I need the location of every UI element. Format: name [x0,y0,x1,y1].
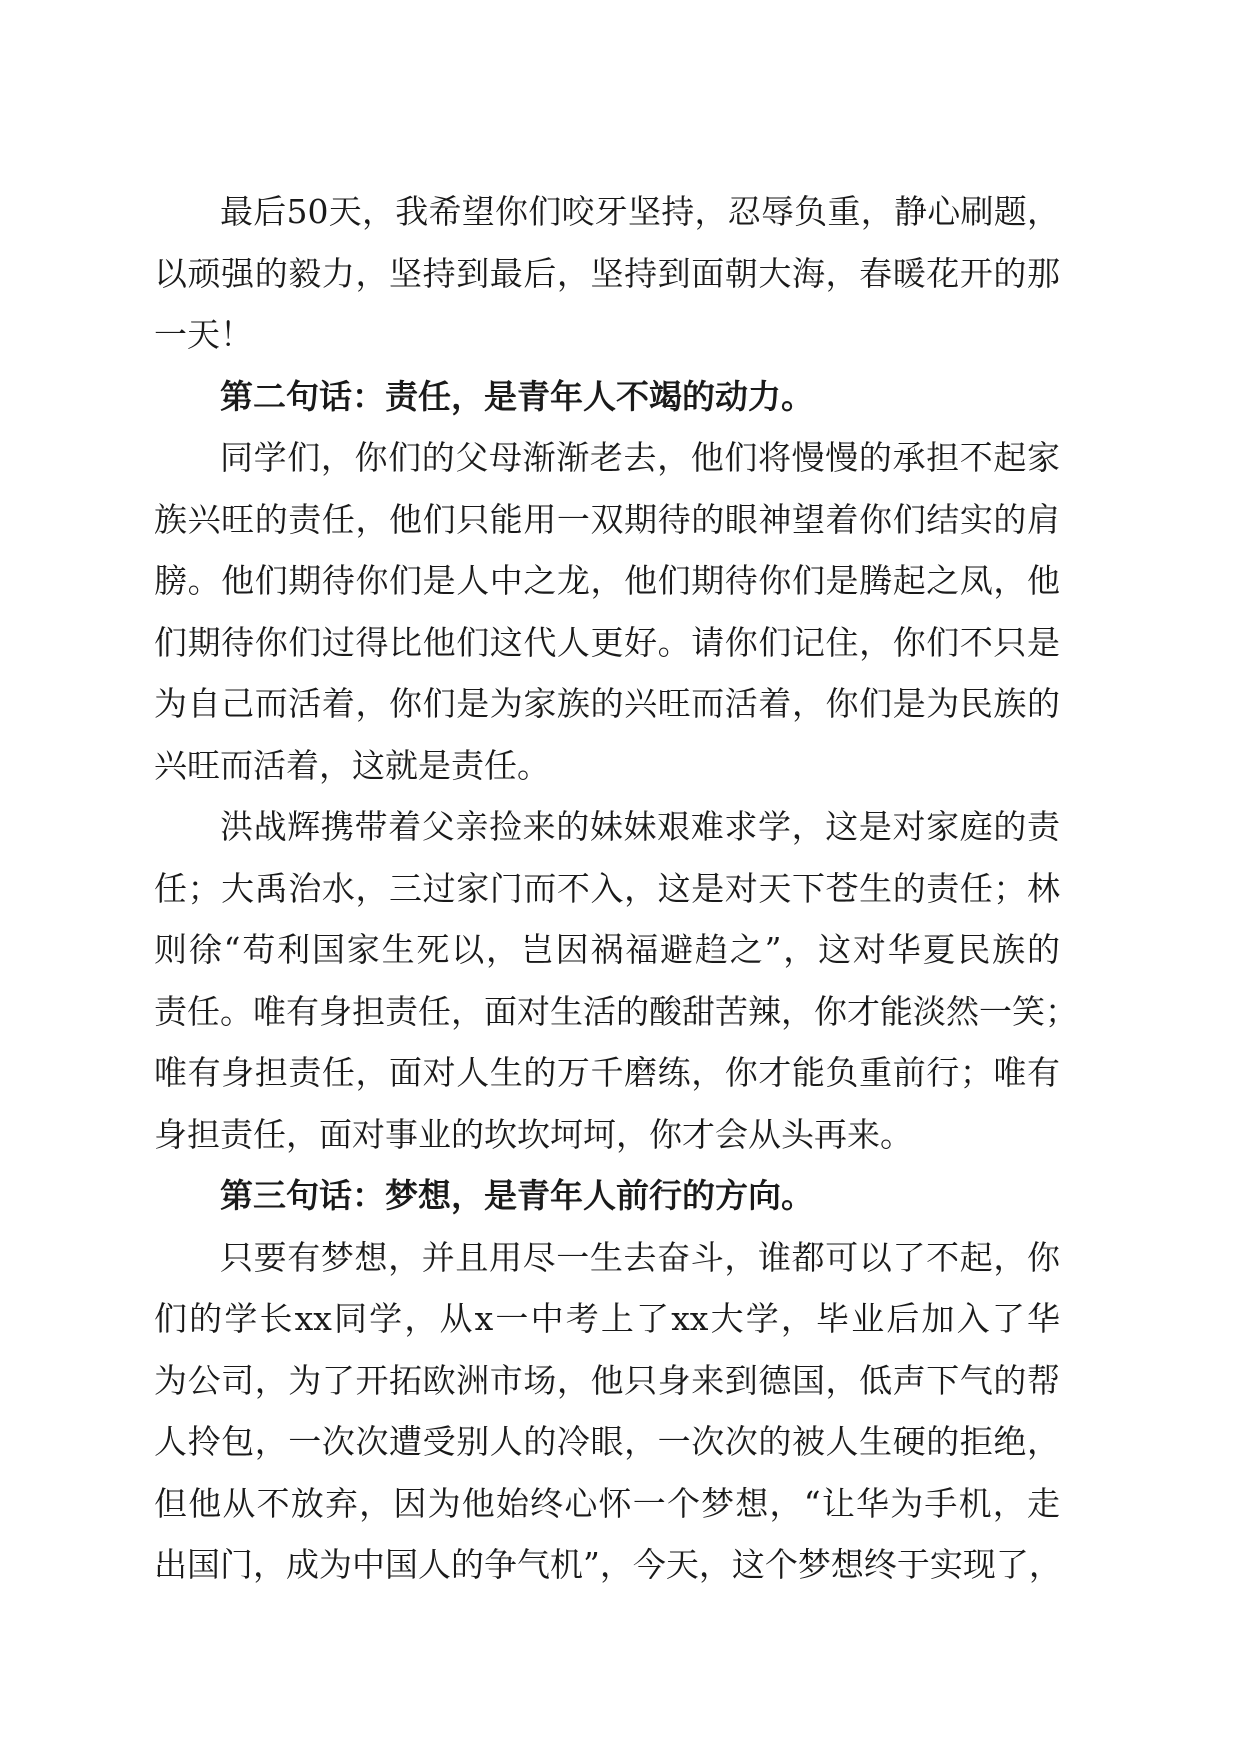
text-line: 为自己而活着，你们是为家族的兴旺而活着，你们是为民族的 [154,684,1060,723]
text-line: 则徐“苟利国家生死以，岂因祸福避趋之”，这对华夏民族的 [154,930,1060,969]
text-line: 但他从不放弃，因为他始终心怀一个梦想，“让华为手机，走 [154,1483,1060,1523]
paragraph [154,181,1060,366]
section-heading: 第三句话：梦想，是青年人前行的方向。 [220,1176,814,1215]
text-line: 只要有梦想，并且用尽一生去奋斗，谁都可以了不起，你 [220,1237,1060,1277]
section-heading: 第二句话：责任，是青年人不竭的动力。 [220,376,814,416]
text-line: 人拎包，一次次遭受别人的冷眼，一次次的被人生硬的拒绝， [154,1422,1060,1461]
document-body [154,181,1078,1596]
text-line: 身担责任，面对事业的坎坎坷坷，你才会从头再来。 [154,1114,913,1154]
text-line: 同学们，你们的父母渐渐老去，他们将慢慢的承担不起家 [220,438,1060,477]
text-line: 为公司，为了开拓欧洲市场，他只身来到德国，低声下气的帮 [154,1360,1060,1400]
text-line: 洪战辉携带着父亲捡来的妹妹艰难求学，这是对家庭的责 [220,807,1060,846]
text-line: 族兴旺的责任，他们只能用一双期待的眼神望着你们结实的肩 [154,499,1060,539]
text-line: 最后50天，我希望你们咬牙坚持，忍辱负重，静心刷题， [220,192,1060,231]
text-line: 责任。唯有身担责任，面对生活的酸甜苦辣，你才能淡然一笑； [154,991,1078,1031]
paragraph [154,1227,1060,1596]
text-line: 唯有身担责任，面对人生的万千磨练，你才能负重前行；唯有 [154,1053,1060,1092]
text-line: 出国门，成为中国人的争气机”，今天，这个梦想终于实现了， [154,1545,1062,1584]
text-line: 们的学长xx同学，从x一中考上了xx大学，毕业后加入了华 [154,1299,1060,1338]
paragraph [154,796,1078,1165]
text-line: 任；大禹治水，三过家门而不入，这是对天下苍生的责任；林 [154,868,1060,908]
text-line: 膀。他们期待你们是人中之龙，他们期待你们是腾起之凤，他 [154,561,1060,600]
paragraph [154,427,1060,796]
text-line: 兴旺而活着，这就是责任。 [154,745,550,785]
text-line: 们期待你们过得比他们这代人更好。请你们记住，你们不只是 [154,622,1060,662]
text-line: 以顽强的毅力，坚持到最后，坚持到面朝大海，春暖花开的那 [154,253,1060,293]
text-line: 一天！ [154,315,253,354]
